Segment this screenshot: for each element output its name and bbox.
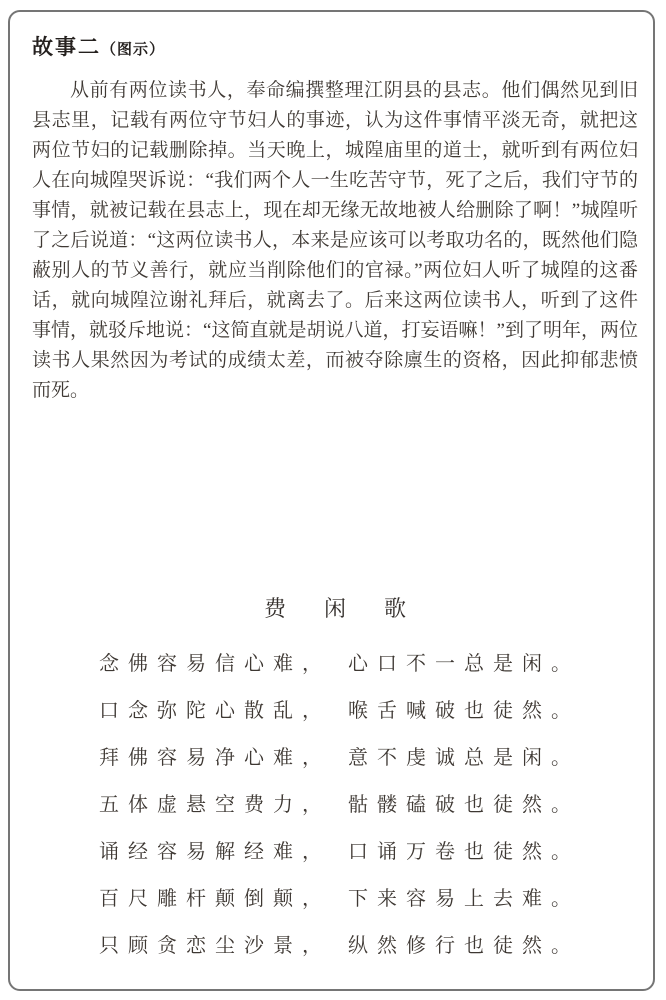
poem-line-second-half: 纵然修行也徒然。	[348, 935, 580, 957]
poem-line-first-half: 拜佛容易净心难，	[99, 747, 331, 769]
poem-lines	[32, 638, 638, 967]
page-border-frame	[8, 10, 655, 991]
poem-line	[32, 779, 638, 826]
poem-line	[32, 873, 638, 920]
poem-line-first-half: 诵经容易解经难，	[99, 841, 331, 863]
poem-line-first-half: 念佛容易信心难，	[99, 653, 331, 675]
poem-line-first-half: 五体虚悬空费力，	[99, 794, 331, 816]
story-heading-note: （图示）	[101, 41, 166, 58]
poem-line-first-half: 口念弥陀心散乱，	[99, 700, 331, 722]
poem-section	[32, 594, 638, 967]
story-heading	[32, 34, 633, 64]
poem-line-first-half: 百尺雕杆颠倒颠，	[99, 888, 331, 910]
poem-title: 费闲歌	[263, 596, 444, 621]
poem-line-second-half: 下来容易上去难。	[348, 888, 580, 910]
poem-line	[32, 638, 638, 685]
poem-line-second-half: 口诵万卷也徒然。	[348, 841, 580, 863]
story-heading-title: 故事二	[32, 36, 101, 59]
poem-line-second-half: 骷髅磕破也徒然。	[348, 794, 580, 816]
poem-line	[32, 920, 638, 967]
poem-line	[32, 826, 638, 873]
poem-line-first-half: 只顾贪恋尘沙景，	[99, 935, 331, 957]
poem-line	[32, 685, 638, 732]
poem-line	[32, 732, 638, 779]
poem-line-second-half: 心口不一总是闲。	[348, 653, 580, 675]
poem-line-second-half: 意不虔诚总是闲。	[348, 747, 580, 769]
story-paragraph: 从前有两位读书人，奉命编撰整理江阴县的县志。他们偶然见到旧县志里，记载有两位守节妇人的事迹，认为这件事情平淡无奇，就把这两位节妇的记载删除掉。当天晚上，城隍庙里的道士，就听到有两位妇人在向城隍哭诉说：“我们两个人一生吃苦守节，死了之后，我们守节的事情，就被记载在县志上，现在却无缘无故地被人给删除了啊！”城隍听了之后说道：“这两位读书人，本来是应该可以考取功名的，既然他们隐蔽别人的节义善行，就应当削除他们的官禄。”两位妇人听了城隍的这番话，就向城隍泣谢礼拜后，就离去了。后来这两位读书人，听到了这件事情，就驳斥地说：“这简直就是胡说八道，打妄语嘛！”到了明年，两位读书人果然因为考试的成绩太差，而被夺除廪生的资格，因此抑郁悲愤而死。	[32, 80, 638, 401]
poem-line-second-half: 喉舌喊破也徒然。	[348, 700, 580, 722]
